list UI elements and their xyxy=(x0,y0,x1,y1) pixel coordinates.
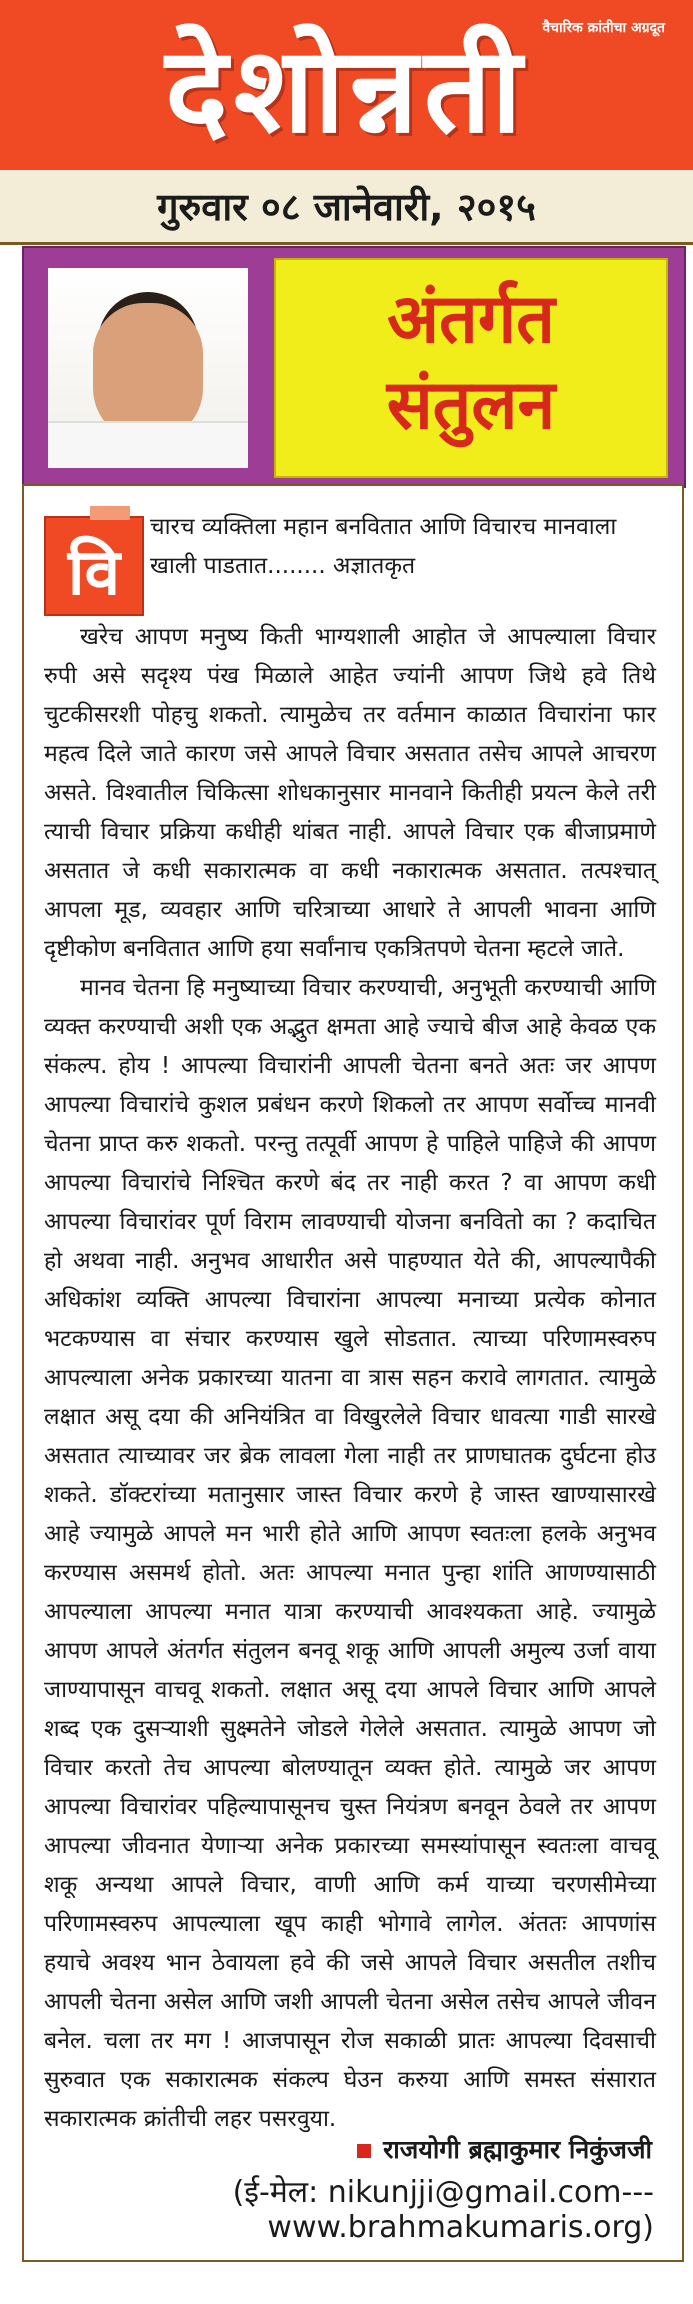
title-line-1: अंतर्गत xyxy=(387,280,555,359)
title-panel xyxy=(274,258,668,478)
author-line xyxy=(357,2132,652,2166)
intro-text: चारच व्यक्तिला महान बनवितात आणि विचारच मानवाला खाली पाडतात........ अज्ञातकृत xyxy=(150,514,617,579)
author-photo xyxy=(48,268,248,468)
paragraph-2: मानव चेतना हि मनुष्याच्या विचार करण्याची, अनुभूती करण्याची आणि व्यक्त करण्याची अशी एक अद्भुत क्षमता आहे ज्याचे बीज आहे केवळ एक संकल्प. होय ! आपल्या विचारांनी आपली चेतना बनते अतः जर आपण आपल्या विचारांचे कुशल प्रबंधन करणे शिकलो तर आपण सर्वोच्च मानवी चेतना प्राप्त करु शकतो. परन्तु तत्पूर्वी आपण हे पाहिले पाहिजे की आपण आपल्या विचारांचे निश्चित करणे बंद तर नाही करत ? वा आपण कधी आपल्या विचारांवर पूर्ण विराम लावण्याची योजना बनवितो का ? कदाचित हो अथवा नाही. अनुभव आधारीत असे पाहण्यात येते की, आपल्यापैकी अधिकांश व्यक्ति आपल्या विचारांना आपल्या मनाच्या प्रत्येक कोनात भटकण्यास वा संचार करण्यास खुले सोडतात. त्याच्या परिणामस्वरुप आपल्याला अनेक प्रकारच्या यातना वा त्रास सहन करावे लागतात. त्यामुळे लक्षात असू दया की अनियंत्रित वा विखुरलेले विचार धावत्या गाडी सारखे असतात त्याच्यावर जर ब्रेक लावला गेला नाही तर प्राणघातक दुर्घटना होउ शकते. डॉक्टरांच्या मतानुसार जास्त विचार करणे हे जास्त खाण्यासारखे आहे ज्यामुळे आपले मन भारी होते आणि आपण स्वतःला हलके अनुभव करण्यास असमर्थ होतो. अतः आपल्या मनात पुन्हा शांति आणण्यासाठी आपल्याला आपल्या मनात यात्रा करण्याची आवश्यकता आहे. ज्यामुळे आपण आपले अंतर्गत संतुलन बनवू शकू आणि आपली अमुल्य उर्जा वाया जाण्यापासून वाचवू शकतो. लक्षात असू दया आपले विचार आणि आपले शब्द एक दुसऱ्याशी सुक्ष्मतेने जोडले गेलेले असतात. त्यामुळे आपण जो विचार करतो तेच आपल्या बोलण्यातून व्यक्त होते. त्यामुळे जर आपण आपल्या विचारांवर पहिल्यापासूनच चुस्त नियंत्रण बनवून ठेवले तर आपण आपल्या जीवनात येणाऱ्या अनेक प्रकारच्या समस्यांपासून स्वतःला वाचवू शकू अन्यथा आपले विचार, वाणी आणि कर्म याच्या चरणसीमेच्या परिणामस्वरुप आपल्याला खूप काही भोगावे लागेल. अंततः आपणांस हयाचे अवश्य भान ठेवायला हवे की जसे आपले विचार असतील तशीच आपली चेतना असेल आणि जशी आपली चेतना असेल तसेच आपले जीवन बनेल. चला तर मग ! आजपासून रोज सकाळी प्रातः आपल्या दिवसाची सुरुवात एक सकारात्मक संकल्प घेउन करुया आणि समस्त संसारात सकारात्मक क्रांतीची लहर पसरवुया. xyxy=(44,975,656,2132)
masthead xyxy=(0,0,693,170)
author-website: www.brahmakumaris.org) xyxy=(267,2210,654,2245)
article-body xyxy=(22,484,684,2262)
title-line-2: संतुलन xyxy=(386,366,556,445)
date-bar xyxy=(0,170,693,245)
author-bullet-icon xyxy=(357,2144,371,2158)
masthead-tagline: वैचारिक क्रांतीचा अग्रदूत xyxy=(542,20,665,36)
masthead-brand: देशोन्नती xyxy=(165,21,528,159)
dropcap-letter: वि xyxy=(67,536,121,610)
dropcap-box xyxy=(44,516,144,616)
author-email: (ई-मेल: nikunjji@gmail.com--- xyxy=(232,2175,654,2210)
paragraph-1: खरेच आपण मनुष्य किती भाग्यशाली आहोत जे आपल्याला विचार रुपी असे सदृश्य पंख मिळाले आहेत ज्यांनी आपण जिथे हवे तिथे चुटकीसरशी पोहचु शकतो. त्यामुळेच तर वर्तमान काळात विचारांना फार महत्व दिले जाते कारण जसे आपले विचार असतात तसेच आपले आचरण असते. विश्वातील चिकित्सा शोधकानुसार मानवाने कितीही प्रयत्न केले तरी त्याची विचार प्रक्रिया कधीही थांबत नाही. आपले विचार एक बीजाप्रमाणे असतात जे कधी सकारात्मक वा कधी नकारात्मक असतात. तत्पश्चात् आपला मूड, व्यवहार आणि चरित्राच्या आधारे ते आपली भावना आणि दृष्टीकोण बनवितात आणि हया सर्वांनाच एकत्रितपणे चेतना म्हटले जाते. xyxy=(44,624,656,962)
article-header xyxy=(22,246,686,488)
decorative-flower-icon xyxy=(90,506,130,520)
publication-date: गुरुवार ०८ जानेवारी, २०१५ xyxy=(157,185,536,229)
article-paragraphs xyxy=(44,618,656,2139)
author-name: राजयोगी ब्रह्माकुमार निकुंजजी xyxy=(383,2135,652,2164)
